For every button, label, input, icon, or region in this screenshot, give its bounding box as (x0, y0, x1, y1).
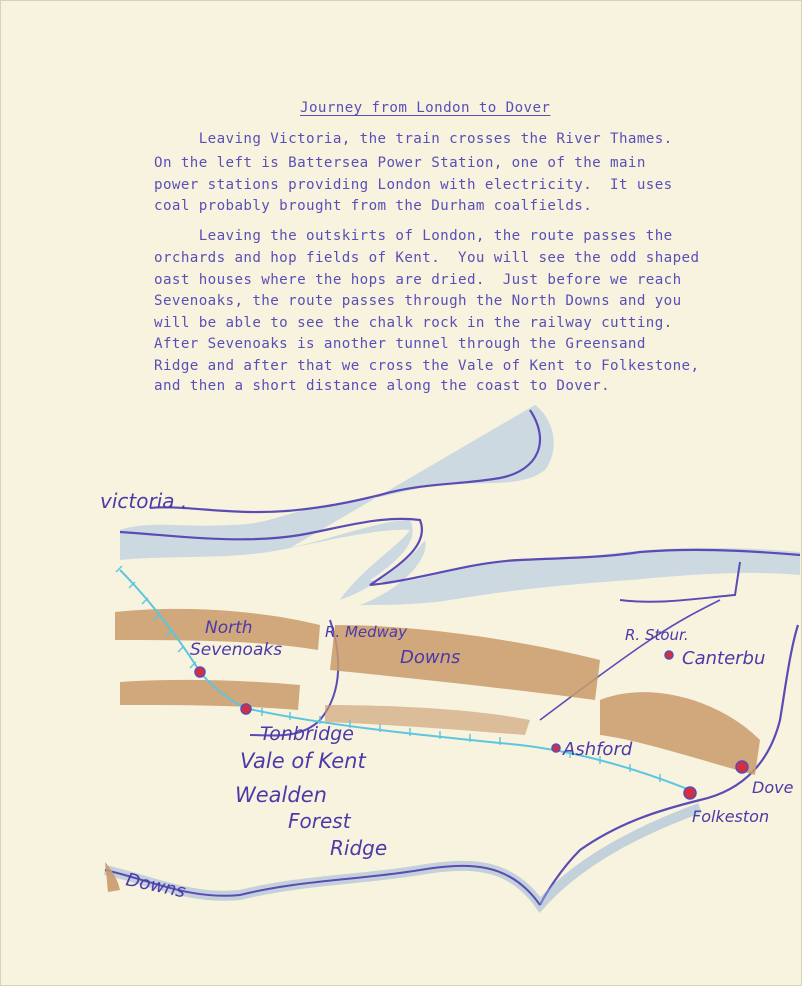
label-folkestone: Folkeston (692, 807, 770, 826)
text-line: Leaving the outskirts of London, the route passes the (154, 228, 673, 244)
label-wealden: Wealden (235, 783, 327, 807)
label-medway: R. Medway (325, 623, 407, 641)
text-line: orchards and hop fields of Kent. You will see the odd shaped (154, 250, 700, 266)
town-canterbury-dot (665, 651, 673, 659)
text-line: Ridge and after that we cross the Vale of Kent to Folkestone, (154, 358, 700, 374)
label-dover: Dove (752, 778, 794, 797)
text-line: On the left is Battersea Power Station, one of the main (154, 155, 646, 171)
downs-band-dover (600, 692, 760, 775)
label-vale-of-kent: Vale of Kent (240, 749, 366, 773)
greensand-band (120, 680, 300, 710)
text-line: Leaving Victoria, the train crosses the River Thames. (154, 131, 673, 147)
text-line: coal probably brought from the Durham coalfields. (154, 198, 593, 214)
label-canterbury: Canterbu (682, 648, 766, 669)
text-line: After Sevenoaks is another tunnel through the Greensand (154, 336, 646, 352)
label-ridge: Ridge (330, 836, 388, 860)
label-forest: Forest (288, 809, 351, 833)
label-stour: R. Stour. (625, 626, 689, 644)
town-sevenoaks-dot (195, 667, 205, 677)
town-ashford-dot (552, 744, 560, 752)
label-tonbridge: Tonbridge (260, 723, 354, 745)
label-sevenoaks: Sevenoaks (190, 640, 283, 660)
text-line: power stations providing London with electricity. It uses (154, 177, 673, 193)
label-downs-north: Downs (400, 647, 461, 668)
text-line: will be able to see the chalk rock in the railway cutting. (154, 315, 673, 331)
south-coast-shading (105, 808, 700, 905)
text-line: oast houses where the hops are dried. Just before we reach (154, 272, 682, 288)
town-folkestone-dot (684, 787, 696, 799)
text-line: Sevenoaks, the route passes through the North Downs and you (154, 293, 682, 309)
town-tonbridge-dot (241, 704, 251, 714)
document-title: Journey from London to Dover (300, 100, 551, 116)
town-dover-dot (736, 761, 748, 773)
downs-band-mid (325, 705, 530, 735)
thames-estuary-shading (120, 405, 800, 605)
text-line: and then a short distance along the coast to Dover. (154, 378, 611, 394)
label-victoria: victoria . (100, 489, 188, 513)
label-downs-south: Downs (123, 869, 188, 903)
label-north: North (205, 618, 253, 638)
label-ashford: Ashford (563, 739, 633, 760)
